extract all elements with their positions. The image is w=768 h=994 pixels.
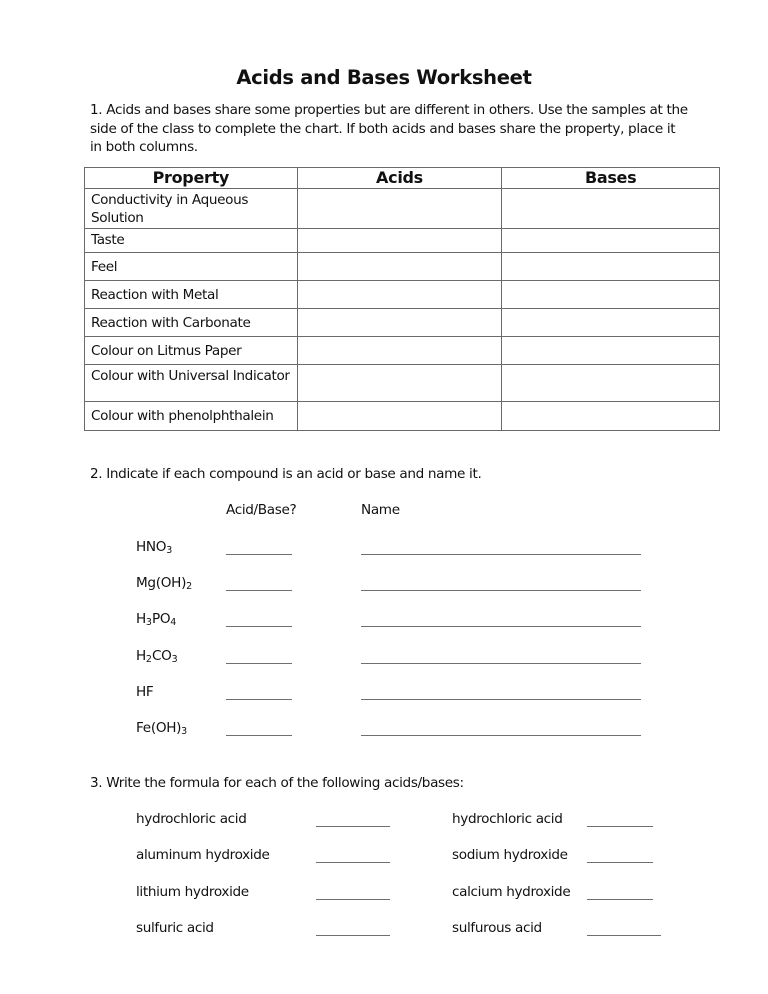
table-row <box>85 365 720 402</box>
acid-base-answer-blank[interactable] <box>226 699 292 700</box>
property-cell: Colour on Litmus Paper <box>85 337 298 365</box>
acid-base-column-header: Acid/Base? <box>226 502 297 518</box>
formula-answer-blank[interactable] <box>316 826 390 827</box>
acids-answer-cell[interactable] <box>297 337 502 365</box>
acids-answer-cell[interactable] <box>297 253 502 281</box>
bases-answer-cell[interactable] <box>502 337 720 365</box>
question-2-instructions: 2. Indicate if each compound is an acid or base and name it. <box>90 466 482 482</box>
chemical-formula: HF <box>136 684 154 700</box>
compound-name: calcium hydroxide <box>452 884 571 900</box>
question-1-instructions: 1. Acids and bases share some properties but are different in others. Use the samples at the side of the class to complete the chart. If both acids and bases share the property, place it in both columns. <box>90 102 688 155</box>
header-acids: Acids <box>297 168 502 189</box>
formula-answer-blank[interactable] <box>316 899 390 900</box>
compound-name: lithium hydroxide <box>136 884 249 900</box>
table-row <box>85 309 720 337</box>
property-cell: Reaction with Metal <box>85 281 298 309</box>
acids-answer-cell[interactable] <box>297 189 502 229</box>
formula-answer-blank[interactable] <box>587 862 653 863</box>
formula-answer-blank[interactable] <box>587 826 653 827</box>
table-row <box>85 337 720 365</box>
property-cell: Colour with Universal Indicator <box>85 365 298 402</box>
property-cell: Reaction with Carbonate <box>85 309 298 337</box>
acid-base-answer-blank[interactable] <box>226 590 292 591</box>
table-row <box>85 402 720 431</box>
bases-answer-cell[interactable] <box>502 189 720 229</box>
formula-answer-blank[interactable] <box>587 935 661 936</box>
name-column-header: Name <box>361 502 400 518</box>
acids-answer-cell[interactable] <box>297 229 502 253</box>
chemical-formula: $HNO_3$ <box>136 539 173 556</box>
acid-base-answer-blank[interactable] <box>226 626 292 627</box>
compound-name-answer-blank[interactable] <box>361 590 641 591</box>
table-row <box>85 281 720 309</box>
acids-answer-cell[interactable] <box>297 365 502 402</box>
formula-row <box>0 920 768 940</box>
chemical-formula: $Mg(OH)_2$ <box>136 575 193 592</box>
bases-answer-cell[interactable] <box>502 365 720 402</box>
table-row <box>85 229 720 253</box>
header-property: Property <box>85 168 298 189</box>
formula-row <box>0 884 768 904</box>
properties-table <box>84 167 720 431</box>
acids-answer-cell[interactable] <box>297 281 502 309</box>
formula-answer-blank[interactable] <box>316 862 390 863</box>
compound-name: sodium hydroxide <box>452 847 568 863</box>
chemical-formula: $Fe(OH)_3$ <box>136 720 188 737</box>
page-title: Acids and Bases Worksheet <box>236 66 532 89</box>
question-3-instructions: 3. Write the formula for each of the following acids/bases: <box>90 775 464 791</box>
bases-answer-cell[interactable] <box>502 253 720 281</box>
chemical-formula: $H_3PO_4$ <box>136 611 177 628</box>
acid-base-answer-blank[interactable] <box>226 663 292 664</box>
formula-answer-blank[interactable] <box>316 935 390 936</box>
compound-name: sulfuric acid <box>136 920 214 936</box>
compound-name-answer-blank[interactable] <box>361 663 641 664</box>
compound-name: sulfurous acid <box>452 920 542 936</box>
compound-row <box>0 684 768 704</box>
formula-row <box>0 847 768 867</box>
acids-answer-cell[interactable] <box>297 309 502 337</box>
acid-base-answer-blank[interactable] <box>226 554 292 555</box>
formula-answer-blank[interactable] <box>587 899 653 900</box>
compound-row <box>0 611 768 631</box>
compound-name: hydrochloric acid <box>452 811 563 827</box>
compound-name-answer-blank[interactable] <box>361 699 641 700</box>
bases-answer-cell[interactable] <box>502 309 720 337</box>
property-cell: Colour with phenolphthalein <box>85 402 298 431</box>
header-bases: Bases <box>502 168 720 189</box>
compound-name-answer-blank[interactable] <box>361 626 641 627</box>
table-row <box>85 253 720 281</box>
compound-row <box>0 539 768 559</box>
property-cell: Feel <box>85 253 298 281</box>
compound-row <box>0 648 768 668</box>
compound-name-answer-blank[interactable] <box>361 554 641 555</box>
bases-answer-cell[interactable] <box>502 402 720 431</box>
acid-base-answer-blank[interactable] <box>226 735 292 736</box>
table-header-row <box>85 168 720 189</box>
compound-row <box>0 720 768 740</box>
compound-name: hydrochloric acid <box>136 811 247 827</box>
compound-row <box>0 575 768 595</box>
property-cell: Taste <box>85 229 298 253</box>
formula-row <box>0 811 768 831</box>
property-cell: Conductivity in Aqueous Solution <box>85 189 298 229</box>
chemical-formula: $H_2CO_3$ <box>136 648 178 665</box>
compound-name: aluminum hydroxide <box>136 847 270 863</box>
bases-answer-cell[interactable] <box>502 281 720 309</box>
table-row <box>85 189 720 229</box>
compound-name-answer-blank[interactable] <box>361 735 641 736</box>
acids-answer-cell[interactable] <box>297 402 502 431</box>
bases-answer-cell[interactable] <box>502 229 720 253</box>
